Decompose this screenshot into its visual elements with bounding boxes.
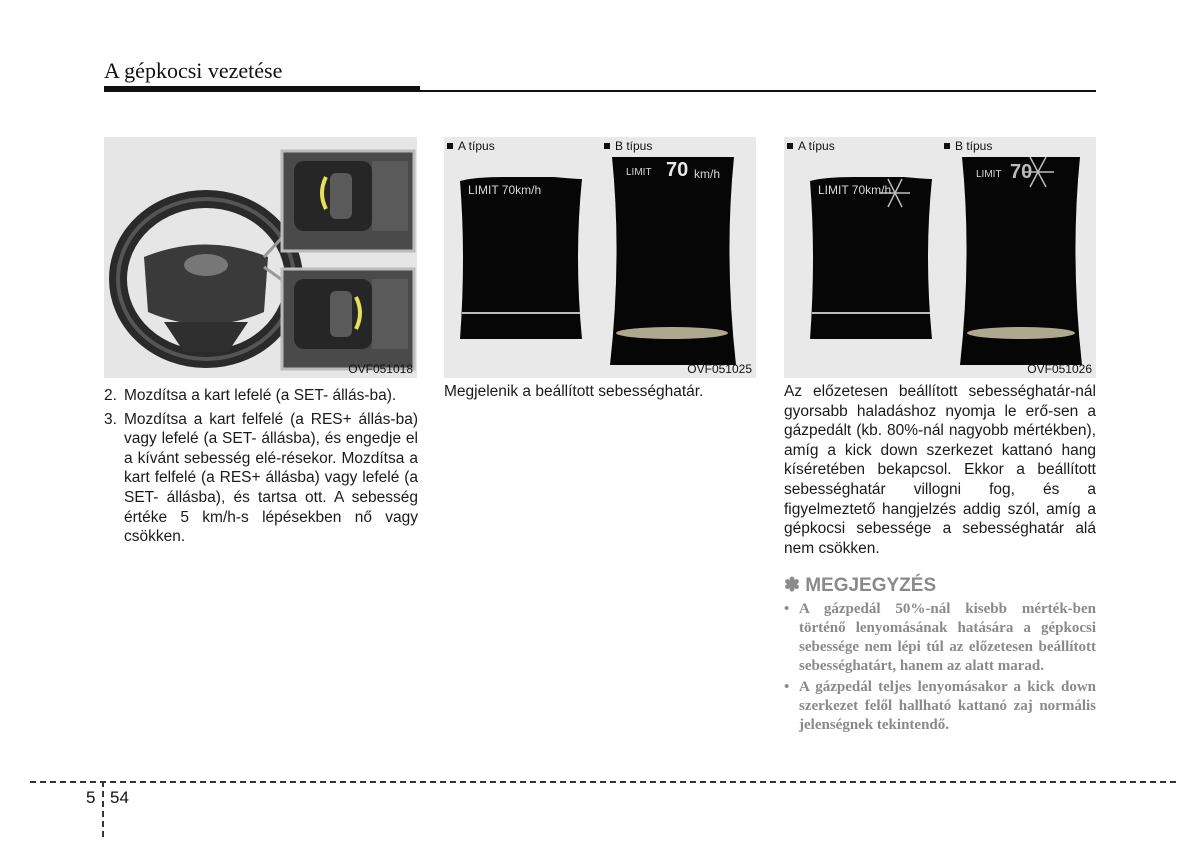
instruction-list bbox=[104, 386, 418, 551]
steering-wheel-figure bbox=[104, 137, 417, 378]
lcd-a-text: LIMIT 70km/h bbox=[818, 183, 892, 197]
display-caption: Megjelenik a beállított sebességhatár. bbox=[444, 383, 704, 400]
note-list bbox=[784, 600, 1096, 737]
list-item: 2. Mozdítsa a kart lefelé (a SET- állás-ba). bbox=[104, 387, 397, 404]
note-item: • A gázpedál teljes lenyomásakor a kick down szerkezet felől hallható kattanó zaj normális jelenségnek tekintendő. bbox=[784, 679, 1096, 733]
type-b-label: B típus bbox=[944, 139, 992, 153]
figure-code: OVF051018 bbox=[348, 362, 413, 376]
footer-divider bbox=[30, 781, 1176, 783]
note-title: ✽ MEGJEGYZÉS bbox=[784, 575, 937, 596]
type-b-label: B típus bbox=[604, 139, 652, 153]
lcd-b-small: LIMIT bbox=[626, 167, 652, 178]
section-number: 5 bbox=[86, 788, 96, 807]
header-rule-thick bbox=[104, 86, 420, 92]
figure-code: OVF051026 bbox=[1027, 362, 1092, 376]
figure-code: OVF051025 bbox=[687, 362, 752, 376]
page-number: 54 bbox=[110, 788, 129, 807]
note-item: • A gázpedál 50%-nál kisebb mérték-ben történő lenyomásának hatására a gépkocsi sebessége nem lépi túl az előzetesen beállított sebességhatárt, hanem az alatt marad. bbox=[784, 601, 1096, 674]
footer-divider-vertical bbox=[102, 781, 104, 837]
display-figure-1 bbox=[444, 137, 756, 378]
kickdown-paragraph: Az előzetesen beállított sebességhatár-nál gyorsabb haladáshoz nyomja le erő-sen a gázpedált (kb. 80%-nál nagyobb mértékben), amíg a kick down szerkezet kattanó hang kíséretében bekapcsol. Ekkor a beállított sebességhatár villogni fog, és a figyelmeztető hangjelzés addig szól, amíg a gépkocsi sebessége a sebességhatár alá nem csökken. bbox=[784, 383, 1096, 557]
display-figure-2 bbox=[784, 137, 1096, 378]
section-title: A gépkocsi vezetése bbox=[104, 58, 283, 83]
header-rule-thin bbox=[420, 90, 1096, 92]
steering-wheel-illustration bbox=[104, 137, 417, 378]
lcd-b-unit: km/h bbox=[694, 167, 721, 181]
bullet-icon: • bbox=[784, 601, 790, 617]
type-a-label: A típus bbox=[787, 139, 835, 153]
type-a-label: A típus bbox=[447, 139, 495, 153]
list-item: 3. Mozdítsa a kart felfelé (a RES+ állás-ba) vagy lefelé (a SET- állásba), és engedje el a kívánt sebesség elé-résekor. Mozdítsa a kart felfelé (a RES+ állásba) vagy lefelé (a SET- állásba), és tartsa ott. A sebesség értéke 5 km/h-s lépésekben nő vagy csökken. bbox=[104, 410, 418, 546]
lcd-b-big: 70 bbox=[1010, 161, 1033, 183]
lcd-a-text: LIMIT 70km/h bbox=[468, 183, 542, 197]
lcd-panels-flashing bbox=[784, 137, 1096, 378]
lcd-b-small: LIMIT bbox=[976, 169, 1002, 180]
lcd-b-big: 70 bbox=[666, 159, 689, 181]
bullet-icon: • bbox=[784, 679, 790, 695]
